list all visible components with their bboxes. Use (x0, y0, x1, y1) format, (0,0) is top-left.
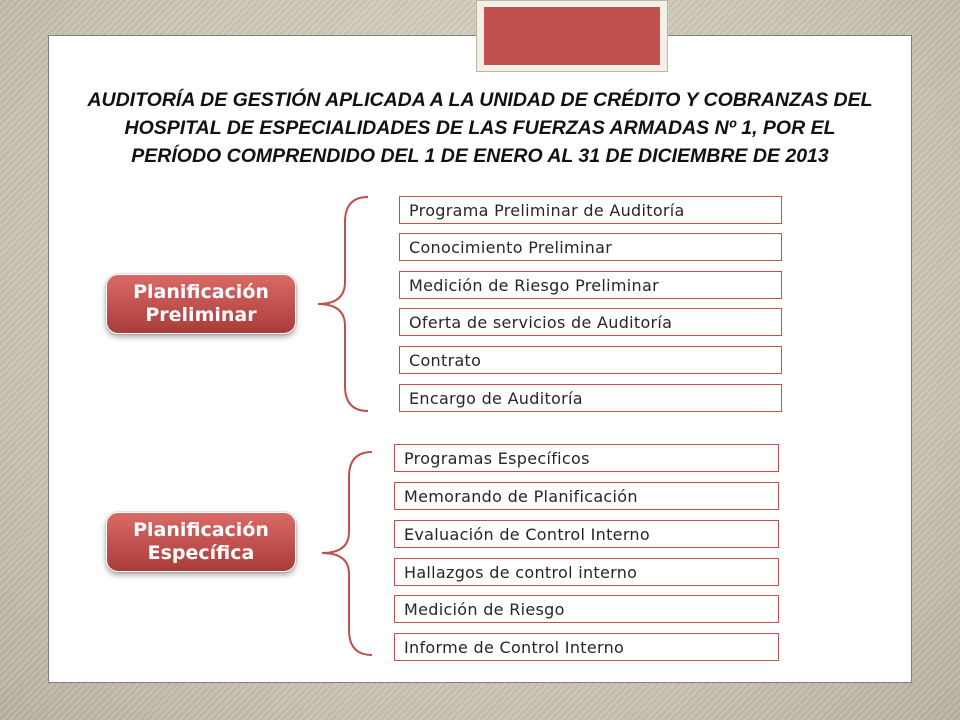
item-oferta-servicios: Oferta de servicios de Auditoría (399, 308, 782, 336)
item-informe-control-interno: Informe de Control Interno (394, 633, 779, 661)
item-encargo-auditoria: Encargo de Auditoría (399, 384, 782, 412)
slide-title: AUDITORÍA DE GESTIÓN APLICADA A LA UNIDAD DE CRÉDITO Y COBRANZAS DEL HOSPITAL DE ESPECIALIDADES DE LAS FUERZAS ARMADAS Nº 1, POR EL PERÍODO COMPRENDIDO DEL 1 DE ENERO AL 31 DE DICIEMBRE DE 2013 (87, 89, 873, 167)
item-contrato: Contrato (399, 346, 782, 374)
accent-red-fill (484, 7, 660, 65)
phase-preliminar-button[interactable] (106, 274, 296, 334)
item-evaluacion-control-interno: Evaluación de Control Interno (394, 520, 779, 548)
item-programa-preliminar: Programa Preliminar de Auditoría (399, 196, 782, 224)
phase-especifica-label: Planificación Específica (133, 519, 269, 564)
item-medicion-riesgo-preliminar: Medición de Riesgo Preliminar (399, 271, 782, 299)
item-medicion-riesgo: Medición de Riesgo (394, 595, 779, 623)
decorative-accent-block (476, 0, 668, 72)
item-memorando-planificacion: Memorando de Planificación (394, 482, 779, 510)
phase-especifica-button[interactable] (106, 512, 296, 572)
phase-preliminar-label: Planificación Preliminar (133, 281, 269, 326)
item-hallazgos-control-interno: Hallazgos de control interno (394, 558, 779, 586)
item-conocimiento-preliminar: Conocimiento Preliminar (399, 233, 782, 261)
item-programas-especificos: Programas Específicos (394, 444, 779, 472)
